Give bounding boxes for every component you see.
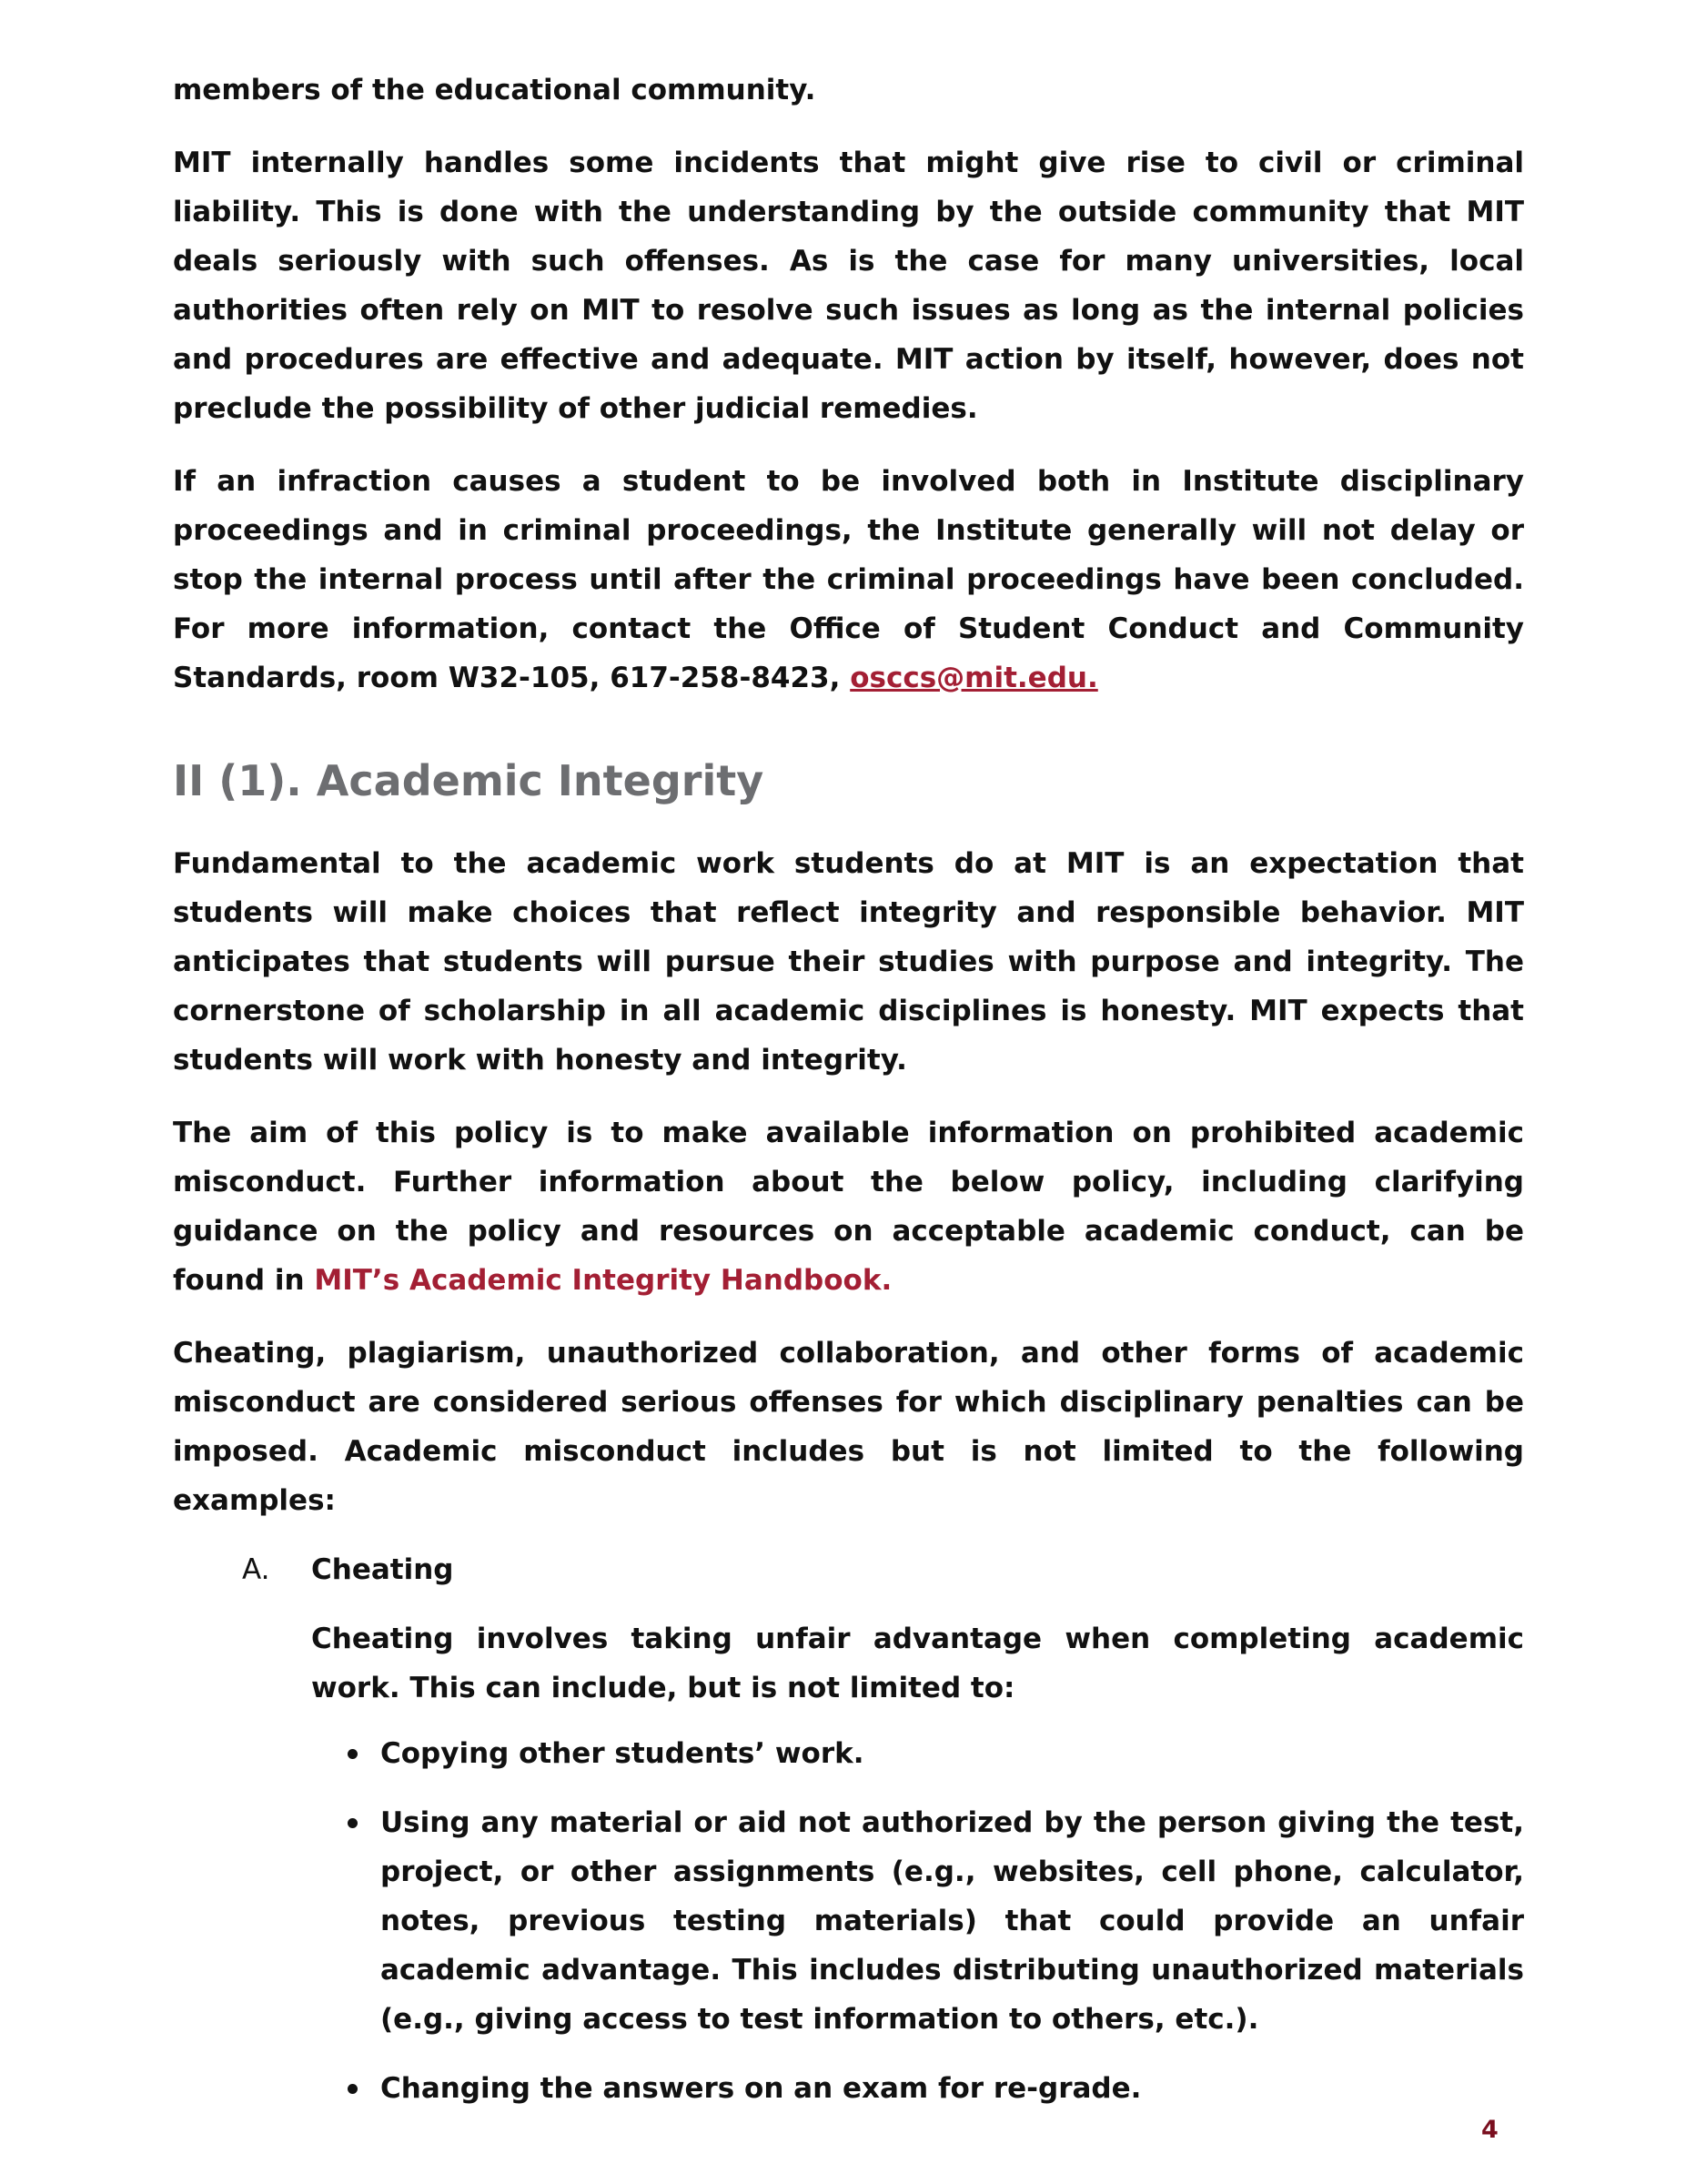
document-page bbox=[173, 66, 1524, 2113]
bullet-text: Using any material or aid not authorized by the person giving the test, project, or other assignments (e.g., websites, cell phone, calculator, notes, previous testing materials) that could provide an unfair academic advantage. This includes distributing unauthorized materials (e.g., giving access to test information to others, etc.). bbox=[380, 1806, 1524, 2036]
cheating-bullet-list bbox=[173, 1729, 1524, 2113]
paragraph-policy-aim-text: The aim of this policy is to make available information on prohibited academic misconduct. Further information about the below policy, including clarifying guidance on the policy and resources on acceptable academic conduct, can be found in bbox=[173, 1117, 1524, 1297]
list-marker: A. bbox=[242, 1553, 270, 1586]
paragraph-internal-handling: MIT internally handles some incidents that might give rise to civil or criminal liability. This is done with the understanding by the outside community that MIT deals seriously with such offenses. As is the case for many universities, local authorities often rely on MIT to resolve such issues as long as the internal policies and procedures are effective and adequate. MIT action by itself, however, does not preclude the possibility of other judicial remedies. bbox=[173, 147, 1524, 425]
bullet-text: Copying other students’ work. bbox=[380, 1737, 864, 1770]
paragraph-continuation: members of the educational community. bbox=[173, 74, 816, 106]
section-heading: II (1). Academic Integrity bbox=[173, 756, 764, 805]
paragraph-criminal-proceedings-text: If an infraction causes a student to be involved both in Institute disciplinary proceedings and in criminal proceedings, the Institute generally will not delay or stop the internal process until after the criminal proceedings have been concluded. For more information, contact the Office of Student Conduct and Community Standards, room W32-105, 617-258-8423, bbox=[173, 465, 1524, 694]
paragraph-policy-aim bbox=[173, 1108, 1524, 1305]
handbook-link[interactable]: MIT’s Academic Integrity Handbook. bbox=[314, 1264, 893, 1297]
list-item-cheating bbox=[173, 1545, 1524, 1594]
bullet-dot-icon bbox=[348, 1749, 358, 1759]
cheating-intro: Cheating involves taking unfair advantage when completing academic work. This can include, but is not limited to: bbox=[311, 1623, 1524, 1704]
paragraph-criminal-proceedings bbox=[173, 457, 1524, 703]
list-label: Cheating bbox=[311, 1553, 454, 1586]
paragraph-fundamental: Fundamental to the academic work students do at MIT is an expectation that students will make choices that reflect integrity and responsible behavior. MIT anticipates that students will pursue their studies with purpose and integrity. The cornerstone of scholarship in all academic disciplines is honesty. MIT expects that students will work with honesty and integrity. bbox=[173, 847, 1524, 1077]
bullet-item bbox=[380, 1798, 1524, 2044]
page-number: 4 bbox=[1481, 2116, 1499, 2144]
bullet-dot-icon bbox=[348, 1818, 358, 1828]
osccs-email-link[interactable]: osccs@mit.edu. bbox=[850, 662, 1098, 694]
bullet-item bbox=[380, 1729, 1524, 1778]
bullet-text: Changing the answers on an exam for re-grade. bbox=[380, 2072, 1142, 2105]
bullet-dot-icon bbox=[348, 2084, 358, 2094]
paragraph-misconduct: Cheating, plagiarism, unauthorized collaboration, and other forms of academic misconduct are considered serious offenses for which disciplinary penalties can be imposed. Academic misconduct includes but is not limited to the following examples: bbox=[173, 1337, 1524, 1517]
bullet-item bbox=[380, 2064, 1524, 2113]
